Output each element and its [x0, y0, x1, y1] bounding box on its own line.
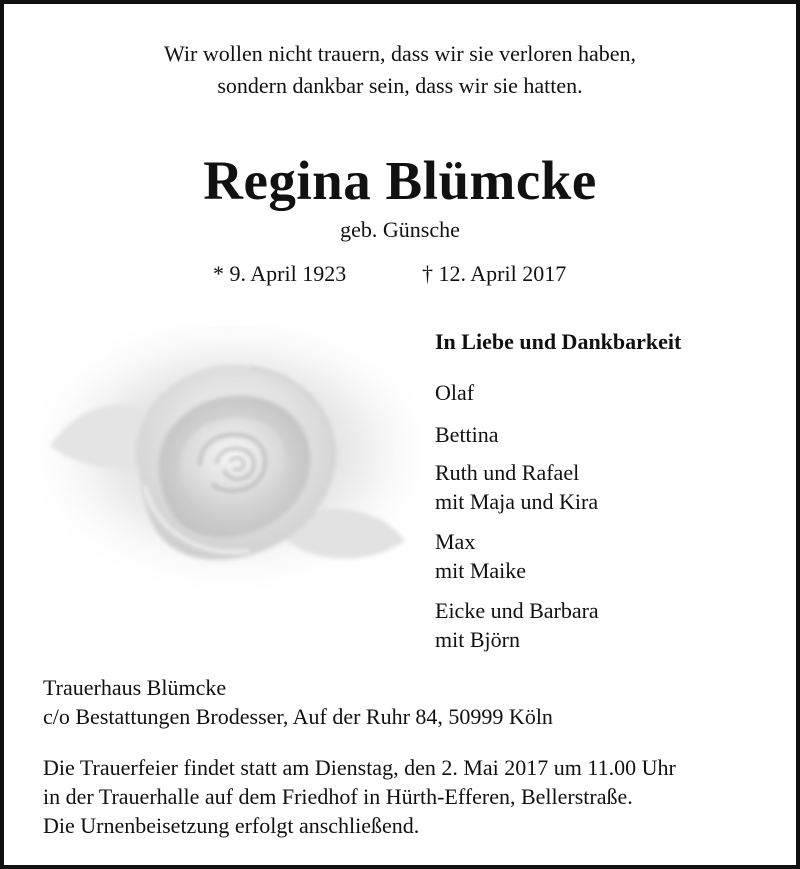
quote-line-2: sondern dankbar sein, dass wir sie hatten. [217, 73, 583, 98]
mourner-line: Max [435, 529, 476, 554]
birth-date: * 9. April 1923 [213, 261, 347, 286]
quote-line-1: Wir wollen nicht trauern, dass wir sie verloren haben, [164, 41, 636, 66]
address-line-2: c/o Bestattungen Brodesser, Auf der Ruhr 84, 50999 Köln [43, 704, 553, 729]
address-line-1: Trauerhaus Blümcke [43, 675, 227, 700]
funeral-line-3: Die Urnenbeisetzung erfolgt anschließend. [43, 813, 420, 838]
deceased-name: Regina Blümcke [203, 150, 597, 211]
mourner-line: Bettina [435, 422, 499, 447]
funeral-line-2: in der Trauerhalle auf dem Friedhof in Hürth-Efferen, Bellerstraße. [43, 784, 633, 809]
funeral-line-1: Die Trauerfeier findet statt am Dienstag, den 2. Mai 2017 um 11.00 Uhr [43, 755, 676, 780]
mourner-line: Eicke und Barbara [435, 598, 599, 623]
mourner-line: Olaf [435, 380, 475, 405]
mourner-line: mit Maja und Kira [435, 489, 599, 514]
mourner-line: Ruth und Rafael [435, 460, 580, 485]
mourners-heading: In Liebe und Dankbarkeit [435, 329, 682, 354]
maiden-name: geb. Günsche [340, 217, 460, 242]
mourner-line: mit Maike [435, 558, 527, 583]
mourner-line: mit Björn [435, 627, 520, 652]
death-date: † 12. April 2017 [422, 261, 567, 286]
rose-icon [20, 326, 420, 596]
